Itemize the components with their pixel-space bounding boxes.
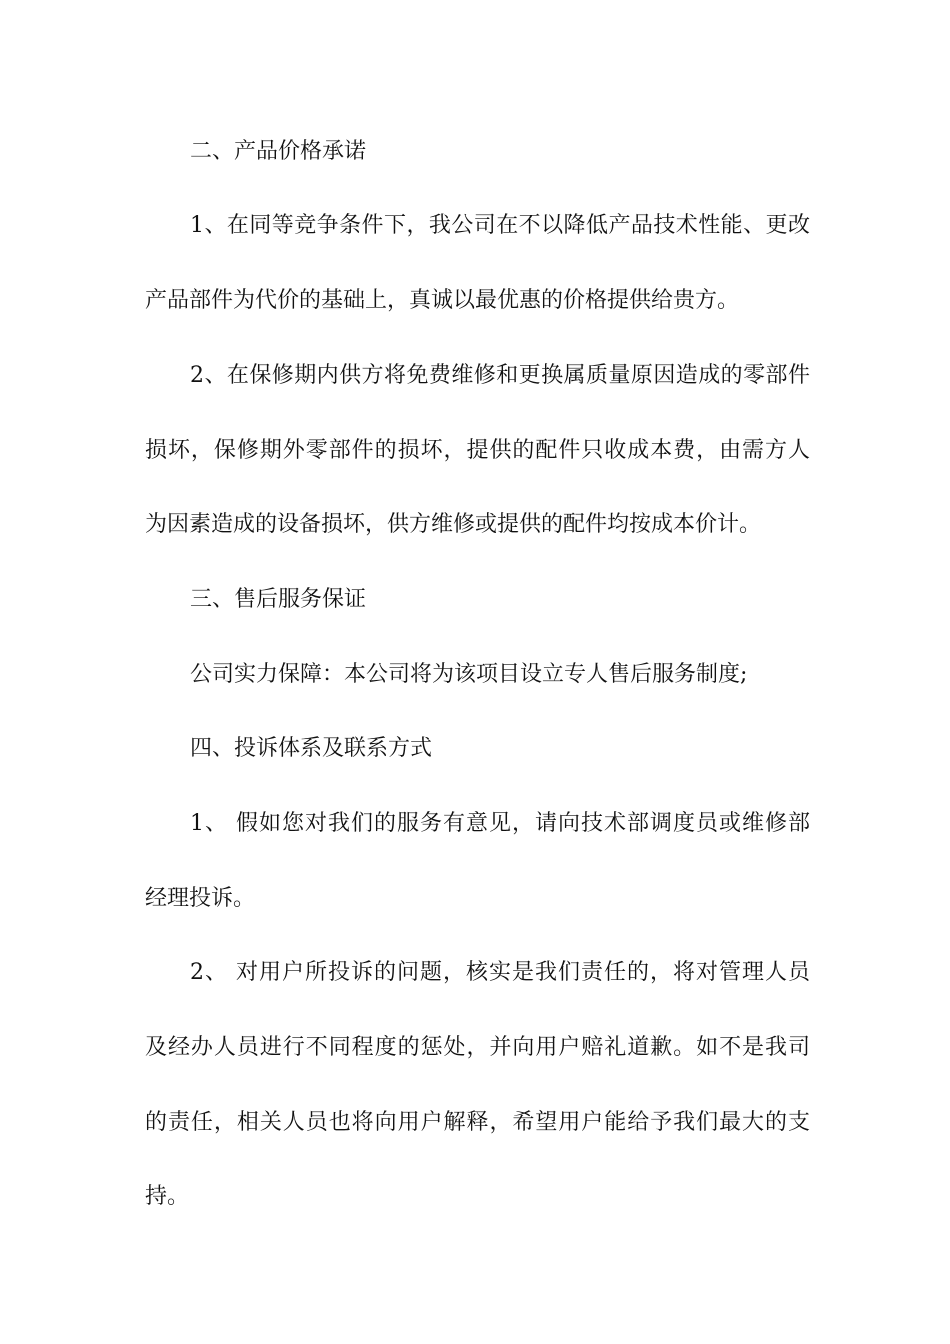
paragraph-line: 2、在保修期内供方将免费维修和更换属质量原因造成的零部件: [190, 363, 810, 388]
section-heading-after-sales: 三、售后服务保证: [190, 587, 367, 612]
section-heading-complaints: 四、投诉体系及联系方式: [190, 736, 433, 761]
paragraph-line: 产品部件为代价的基础上，真诚以最优惠的价格提供给贵方。: [145, 288, 740, 313]
paragraph-line: 1、 假如您对我们的服务有意见，请向技术部调度员或维修部: [190, 811, 810, 836]
paragraph-line: 公司实力保障：本公司将为该项目设立专人售后服务制度;: [190, 662, 748, 687]
paragraph-line: 损坏，保修期外零部件的损坏，提供的配件只收成本费，由需方人: [145, 438, 810, 463]
paragraph-line: 1、在同等竞争条件下，我公司在不以降低产品技术性能、更改: [190, 213, 810, 238]
paragraph-line: 经理投诉。: [145, 886, 256, 911]
paragraph-line: 2、 对用户所投诉的问题，核实是我们责任的，将对管理人员: [190, 960, 810, 985]
paragraph-line: 为因素造成的设备损坏，供方维修或提供的配件均按成本价计。: [145, 512, 762, 537]
paragraph-line: 持。: [145, 1184, 190, 1209]
paragraph-line: 及经办人员进行不同程度的惩处，并向用户赔礼道歉。如不是我司: [145, 1035, 810, 1060]
paragraph-line: 的责任，相关人员也将向用户解释，希望用户能给予我们最大的支: [145, 1110, 810, 1135]
section-heading-price-commitment: 二、产品价格承诺: [190, 139, 367, 164]
